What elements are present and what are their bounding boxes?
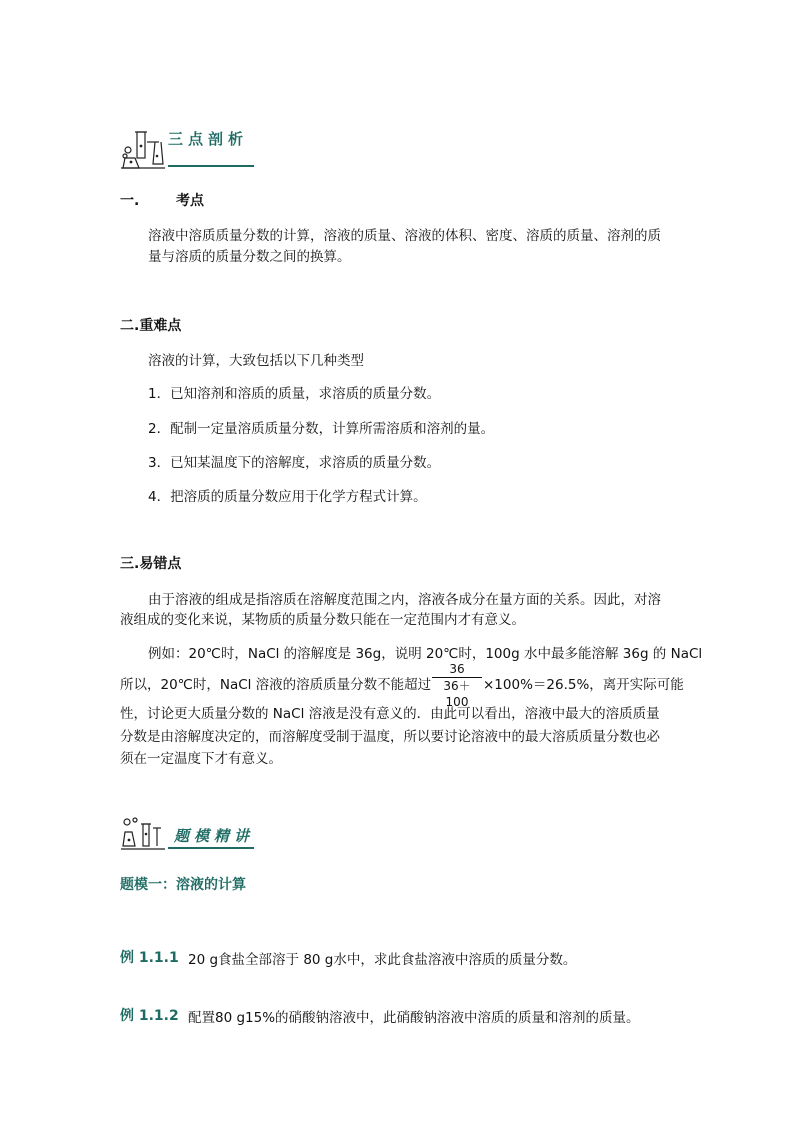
paragraph-line: 溶液的计算，大致包括以下几种类型 bbox=[148, 353, 364, 369]
fraction-denominator: 36＋100 bbox=[443, 679, 471, 709]
heading-kaodian: 考点 bbox=[176, 193, 204, 209]
paragraph-line: ×100%＝26.5%，离开实际可能 bbox=[483, 677, 684, 693]
paragraph-line: 量与溶质的质量分数之间的换算。 bbox=[148, 249, 351, 265]
paragraph-line: 分数是由溶解度决定的，而溶解度受制于温度，所以要讨论溶液中的最大溶质质量分数也必 bbox=[120, 729, 660, 745]
paragraph-line: 性，讨论更大质量分数的 NaCl 溶液是没有意义的．由此可以看出，溶液中最大的溶质质量 bbox=[120, 706, 660, 722]
list-item: 2．配制一定量溶质质量分数，计算所需溶质和溶剂的量。 bbox=[148, 421, 495, 437]
section-underline bbox=[168, 165, 254, 167]
example-label: 例 1.1.2 bbox=[120, 1008, 179, 1024]
paragraph-line: 液组成的变化来说，某物质的质量分数只能在一定范围内才有意义。 bbox=[120, 612, 525, 628]
model-title: 题模一：溶液的计算 bbox=[120, 877, 246, 893]
example-text: 配置80 g15%的硝酸钠溶液中，此硝酸钠溶液中溶质的质量和溶剂的质量。 bbox=[188, 1010, 640, 1026]
list-item: 3．已知某温度下的溶解度，求溶质的质量分数。 bbox=[148, 455, 441, 471]
paragraph-line: 例如：20℃时，NaCl 的溶解度是 36g，说明 20℃时，100g 水中最多能溶解 36g 的 NaCl bbox=[148, 646, 703, 662]
paragraph-line: 须在一定温度下才有意义。 bbox=[120, 751, 282, 767]
heading-yicuodian: 三.易错点 bbox=[120, 556, 182, 572]
lab-equipment-icon bbox=[119, 816, 167, 854]
paragraph-line: 溶液中溶质质量分数的计算，溶液的质量、溶液的体积、密度、溶质的质量、溶剂的质 bbox=[148, 228, 661, 244]
list-item: 1．已知溶剂和溶质的质量，求溶质的质量分数。 bbox=[148, 386, 441, 402]
example-text: 20 g食盐全部溶于 80 g水中，求此食盐溶液中溶质的质量分数。 bbox=[188, 952, 577, 968]
section-number: 一. bbox=[120, 193, 140, 209]
section-title: 三点剖析 bbox=[168, 130, 249, 148]
paragraph-line: 所以，20℃时，NaCl 溶液的溶质质量分数不能超过 bbox=[120, 677, 432, 693]
paragraph-line: 由于溶液的组成是指溶质在溶解度范围之内，溶液各成分在量方面的关系。因此，对溶 bbox=[148, 592, 661, 608]
fraction-numerator: 36 bbox=[432, 662, 482, 678]
chemistry-flask-icon bbox=[119, 128, 167, 170]
heading-zhongnandian: 二.重难点 bbox=[120, 318, 182, 334]
section-title: 题模精讲 bbox=[174, 827, 255, 845]
list-item: 4．把溶质的质量分数应用于化学方程式计算。 bbox=[148, 489, 427, 505]
example-label: 例 1.1.1 bbox=[120, 950, 179, 966]
section-underline bbox=[168, 847, 254, 849]
